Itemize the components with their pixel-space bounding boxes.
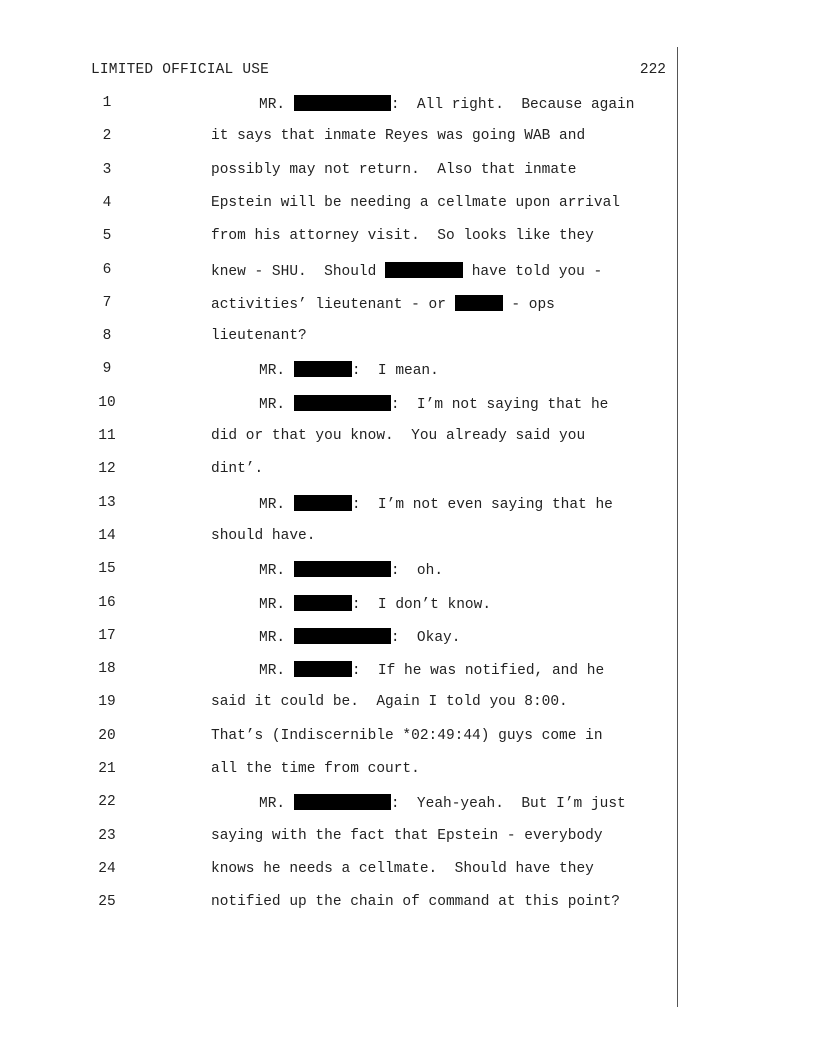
redaction-box xyxy=(455,295,503,311)
line-number: 21 xyxy=(98,761,116,777)
line-number: 22 xyxy=(98,794,116,811)
line-text xyxy=(211,861,594,877)
redaction-box xyxy=(385,262,463,278)
text-segment: knows he needs a cellmate. Should have they xyxy=(211,860,594,877)
text-segment: should have. xyxy=(211,527,316,544)
redaction-box xyxy=(294,628,391,644)
line-text xyxy=(211,428,585,444)
text-segment: saying with the fact that Epstein - everybody xyxy=(211,827,603,844)
line-text xyxy=(211,295,555,313)
text-segment: : All right. Because again xyxy=(390,97,635,113)
line-text xyxy=(211,162,576,178)
line-text xyxy=(211,894,620,910)
text-segment: MR. xyxy=(259,796,294,813)
line-number: 20 xyxy=(98,727,116,744)
right-margin-rule xyxy=(677,47,678,1007)
text-segment: it says that inmate Reyes was going WAB and xyxy=(211,128,586,145)
redaction-box xyxy=(294,561,391,577)
line-text xyxy=(259,561,443,579)
line-number: 3 xyxy=(102,161,112,178)
line-number: 18 xyxy=(98,661,116,678)
redaction-box xyxy=(294,794,391,810)
text-segment: possibly may not return. Also that inmate xyxy=(211,161,577,178)
line-number: 16 xyxy=(98,594,116,611)
text-segment: : I don’t know. xyxy=(351,596,492,613)
line-text xyxy=(259,95,634,113)
text-segment: did or that you know. You already said you xyxy=(211,428,586,444)
text-segment: from his attorney visit. So looks like they xyxy=(211,228,594,245)
text-segment: MR. xyxy=(259,396,294,413)
text-segment: - ops xyxy=(502,296,555,313)
redaction-box xyxy=(294,595,352,611)
redaction-box xyxy=(294,361,352,377)
text-segment: dint’. xyxy=(211,461,264,478)
text-segment: MR. xyxy=(259,97,294,113)
text-segment: lieutenant? xyxy=(211,328,307,345)
line-number: 1 xyxy=(102,95,112,111)
text-segment: said it could be. Again I told you 8:00. xyxy=(211,694,568,711)
page-number: 222 xyxy=(639,62,666,78)
text-segment: Epstein will be needing a cellmate upon arrival xyxy=(211,194,620,211)
line-number: 5 xyxy=(102,228,112,245)
line-number: 24 xyxy=(98,860,116,877)
line-number: 15 xyxy=(98,561,116,578)
text-segment: MR. xyxy=(259,596,294,613)
line-text xyxy=(259,595,491,613)
line-text xyxy=(211,262,602,280)
line-number: 7 xyxy=(102,294,112,311)
line-text xyxy=(259,395,608,413)
line-number: 23 xyxy=(98,827,116,844)
line-number: 17 xyxy=(98,627,116,644)
text-segment: That’s (Indiscernible *02:49:44) guys come in xyxy=(211,727,603,744)
line-text xyxy=(211,528,315,544)
redaction-box xyxy=(294,395,391,411)
text-segment: activities’ lieutenant - or xyxy=(211,296,455,313)
line-text xyxy=(259,495,613,513)
line-text xyxy=(211,195,620,211)
text-segment: MR. xyxy=(259,663,294,680)
line-text xyxy=(211,761,420,777)
line-number: 4 xyxy=(102,194,112,211)
line-text xyxy=(259,794,626,812)
line-text xyxy=(211,328,307,344)
line-number: 11 xyxy=(98,428,116,444)
text-segment: all the time from court. xyxy=(211,761,420,777)
line-text xyxy=(211,694,568,710)
line-number: 2 xyxy=(102,128,112,145)
text-segment: MR. xyxy=(259,496,294,513)
line-text xyxy=(211,461,263,477)
line-number: 6 xyxy=(102,261,112,278)
text-segment: knew - SHU. Should xyxy=(211,263,386,280)
redaction-box xyxy=(294,95,391,111)
line-number: 12 xyxy=(98,461,116,478)
text-segment: MR. xyxy=(259,629,294,646)
line-number: 8 xyxy=(102,328,112,345)
line-text xyxy=(211,728,603,744)
line-text xyxy=(211,828,603,844)
text-segment: : oh. xyxy=(390,563,444,580)
line-text xyxy=(211,228,594,244)
line-number: 13 xyxy=(98,494,116,511)
text-segment: : I mean. xyxy=(351,363,439,380)
line-number: 25 xyxy=(98,894,116,911)
line-number: 9 xyxy=(102,361,112,378)
line-number: 14 xyxy=(98,527,116,544)
line-text xyxy=(211,128,585,144)
classification-header: LIMITED OFFICIAL USE xyxy=(91,62,270,78)
text-segment: notified up the chain of command at this point? xyxy=(211,894,620,911)
redaction-box xyxy=(294,495,352,511)
line-text xyxy=(259,661,604,679)
redaction-box xyxy=(294,661,352,677)
text-segment: : Yeah-yeah. But I’m just xyxy=(390,796,626,813)
text-segment: : I’m not saying that he xyxy=(390,396,609,413)
text-segment: : Okay. xyxy=(390,629,461,646)
text-segment: have told you - xyxy=(463,263,603,280)
line-text xyxy=(259,361,439,379)
text-segment: MR. xyxy=(259,363,294,380)
text-segment: : If he was notified, and he xyxy=(351,663,605,680)
line-number: 10 xyxy=(98,394,116,411)
text-segment: : I’m not even saying that he xyxy=(351,496,613,513)
line-text xyxy=(259,628,460,646)
line-number: 19 xyxy=(98,694,116,711)
text-segment: MR. xyxy=(259,563,294,580)
